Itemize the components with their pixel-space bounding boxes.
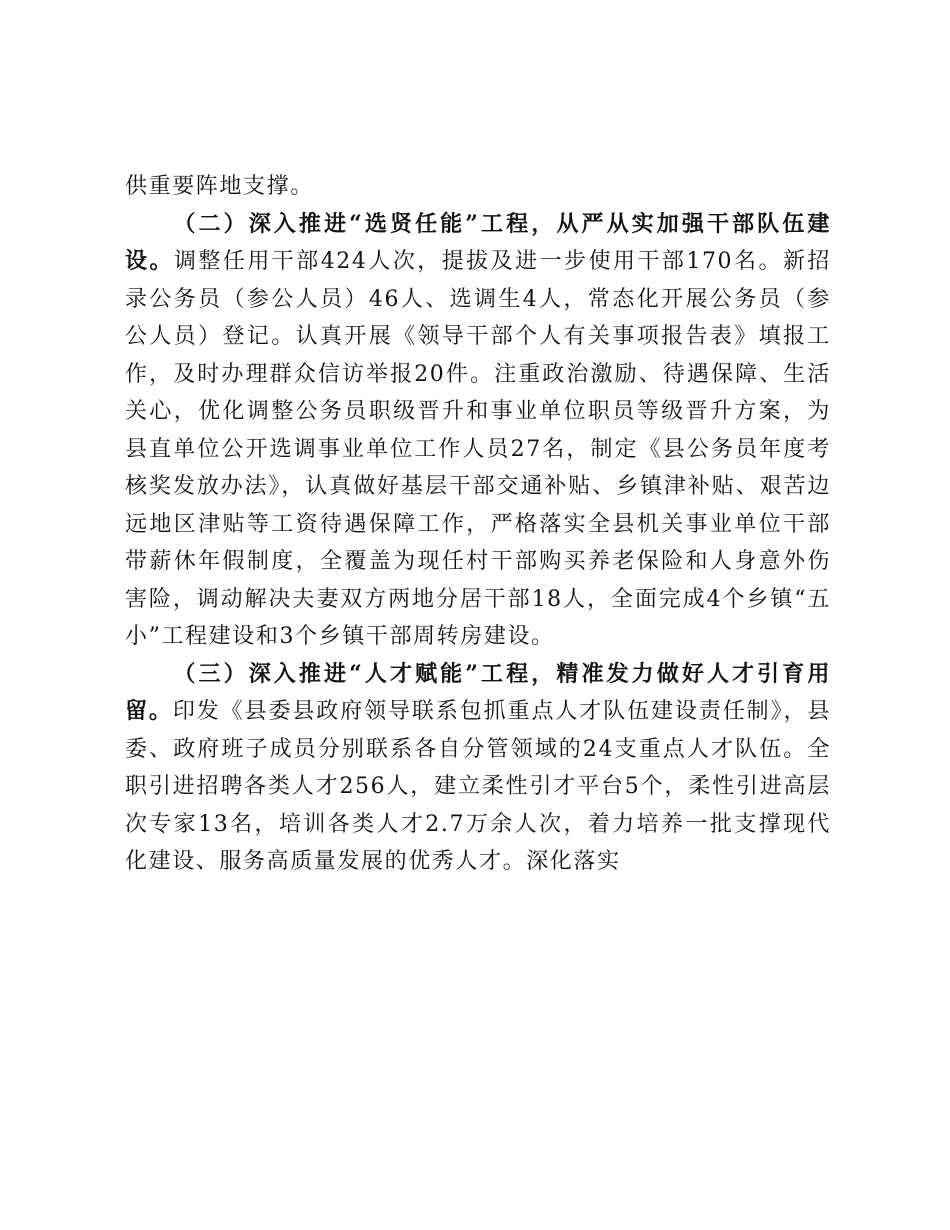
- paragraph-cadre-building: [125, 206, 831, 656]
- document-body: [125, 168, 831, 881]
- paragraph-talent-empowerment: [125, 656, 831, 881]
- paragraph-heading: （二）深入推进“选贤任能”工程，从严从实加强干部队伍建设。: [125, 210, 831, 274]
- paragraph-text: 供重要阵地支撑。: [125, 174, 314, 199]
- paragraph-continuation: [125, 168, 831, 206]
- paragraph-text: 调整任用干部424人次，提拔及进一步使用干部170名。新招录公务员（参公人员）46人、选调生4人，常态化开展公务员（参公人员）登记。认真开展《领导干部个人有关事项报告表》填报工作，及时办理群众信访举报20件。注重政治激励、待遇保障、生活关心，优化调整公务员职级晋升和事业单位职员等级晋升方案，为县直单位公开选调事业单位工作人员27名，制定《县公务员年度考核奖发放办法》，认真做好基层干部交通补贴、乡镇津补贴、艰苦边远地区津贴等工资待遇保障工作，严格落实全县机关事业单位干部带薪休年假制度，全覆盖为现任村干部购买养老保险和人身意外伤害险，调动解决夫妻双方两地分居干部18人，全面完成4个乡镇“五小”工程建设和3个乡镇干部周转房建设。: [125, 249, 832, 649]
- paragraph-heading: （三）深入推进“人才赋能”工程，精准发力做好人才引育用留。: [125, 660, 831, 724]
- paragraph-text: 印发《县委县政府领导联系包抓重点人才队伍建设责任制》，县委、政府班子成员分别联系各自分管领域的24支重点人才队伍。全职引进招聘各类人才256人，建立柔性引才平台5个，柔性引进高层次专家13名，培训各类人才2.7万余人次，着力培养一批支撑现代化建设、服务高质量发展的优秀人才。深化落实: [125, 699, 831, 874]
